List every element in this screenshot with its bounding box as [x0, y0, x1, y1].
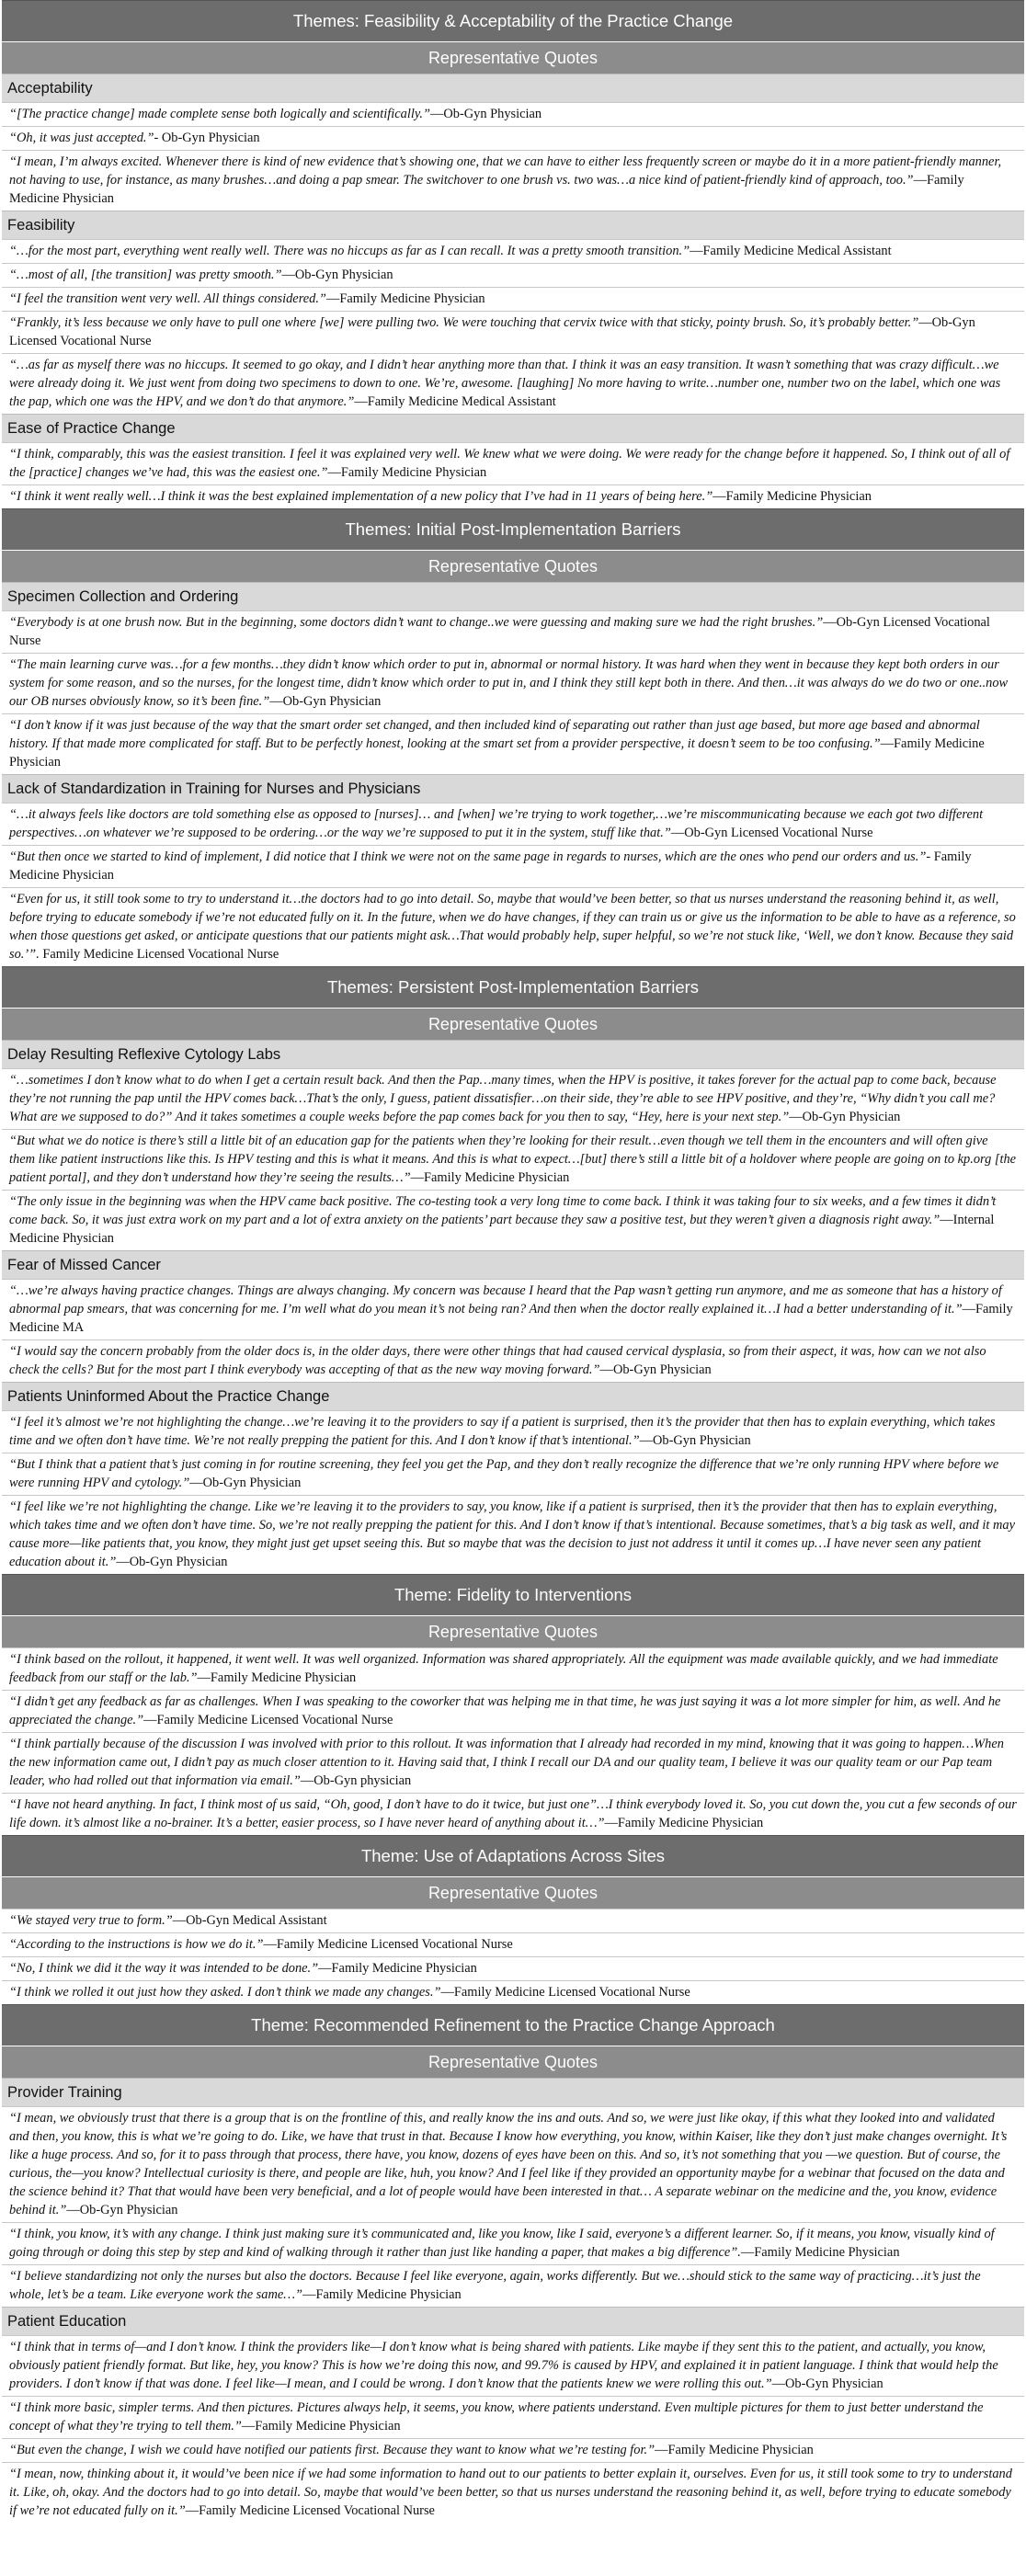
quote-row — [2, 1909, 1024, 1932]
quote-attribution: —Ob-Gyn Licensed Vocational Nurse — [9, 315, 975, 348]
quote-attribution: —Ob-Gyn Physician — [599, 1362, 712, 1377]
representative-quotes-header: Representative Quotes — [2, 1008, 1024, 1040]
quote-attribution: —Family Medicine Physician — [197, 1670, 357, 1685]
quote-text: “…sometimes I don’t know what to do when I get a certain result back. And then the Pap…many times, when the HPV is positive, it takes forever for the actual pap to come back, because they’re not running the pap until the HPV comes back…That’s the only, I guess, patient dissatisfier…on their side, they’re able to see HPV positive, and they’re, “Why didn’t you call me? What are we supposed to do?” And it takes sometimes a couple weeks before the pap comes back for you then to say, “Hey, here is your next step.” — [9, 1073, 997, 1124]
quote-row — [2, 1410, 1024, 1453]
representative-quotes-header: Representative Quotes — [2, 550, 1024, 582]
representative-quotes-header: Representative Quotes — [2, 2046, 1024, 2078]
quote-row — [2, 1453, 1024, 1495]
quote-row — [2, 713, 1024, 774]
quote-row — [2, 2438, 1024, 2462]
quote-text: “…most of all, [the transition] was pretty smooth.” — [9, 268, 282, 282]
quote-row — [2, 1793, 1024, 1835]
quote-row — [2, 2264, 1024, 2307]
quote-row — [2, 311, 1024, 353]
quote-text: “But even the change, I wish we could have notified our patients first. Because they want to know what we’re testing for.” — [9, 2443, 656, 2457]
quote-attribution: —Family Medicine Physician — [241, 2419, 401, 2434]
quote-text: “I think that in terms of—and I don’t know. I think the providers like—I don’t know what is being shared with patients. Like maybe if they sent this to the patient, and actually, you know, obviously patient friendly format. But like, hey, you know? This is how we’re doing this now, and 99.7% is caused by HPV, and explained it in patient language. I think that would help the providers. I don’t know if that was done. I feel like—I mean, and I could be wrong. I don’t know that the patients knew we were rolling this out.” — [9, 2340, 998, 2391]
quote-row — [2, 2396, 1024, 2438]
quote-text: “The main learning curve was…for a few months…they didn’t know which order to put in, abnormal or normal history. It was hard when they went in because they kept both orders in our system for some reason, and so the nurses, for the longest time, didn’t know which order to put in, and I think they still kept both in there. And then…it was always do we do two or one..now our OB nurses obviously know, so it’s been fine.” — [9, 657, 1009, 709]
subtheme-header: Specimen Collection and Ordering — [2, 582, 1024, 610]
subtheme-header: Ease of Practice Change — [2, 414, 1024, 442]
quote-row — [2, 1647, 1024, 1690]
quote-text: “I believe standardizing not only the nurses but also the doctors. Because I feel like everyone, again, works differently. But we…should stick to the same way of practicing…it’s just the whole, let’s be a team. Like everyone work the same…” — [9, 2269, 981, 2302]
quote-text: “The only issue in the beginning was when the HPV came back positive. The co-testing took a very long time to come back. I think it was taking four to six weeks, and a few times it didn’t come back. So, it was just extra work on my part and a lot of extra anxiety on the patients’ part because they saw a positive test, but they weren’t given a diagnosis right away.” — [9, 1194, 997, 1227]
quote-attribution: —Family Medicine Physician — [604, 1816, 764, 1830]
quote-text: “I feel it’s almost we’re not highlighting the change…we’re leaving it to the providers to say if a patient is surprised, then it’s the provider that then has to explain everything, which takes time and we often don’t have time. We’re not really prepping the patient for this. And I don’t know if that’s intentional.” — [9, 1415, 996, 1448]
quote-row — [2, 610, 1024, 653]
quote-text: “I didn’t get any feedback as far as challenges. When I was speaking to the coworker that was helping me in that time, he was just saying it was a lot more simpler for him, as well. And he appreciated the change.” — [9, 1694, 1001, 1727]
quote-text: “I mean, we obviously trust that there is a group that is on the frontline of this, and really know the ins and outs. And so, we were just like okay, if this what they looked into and validated and then, you know, this is what we’re going to do. Like, we have that trust in that. Because I know how everything, you know, within Kaiser, like they don’t just make changes overnight. It’s like a huge process. And so, for it to pass through that process, there have, you know, dozens of eyes have been on this. And so, it’s not something that you —we question. But of course, the curious, the—you know? Intellectual curiosity is there, and people are like, huh, you know? And I feel like if they provided an opportunity maybe for a webinar that focused on the data and the science behind it? That that would have been very beneficial, and a lot of people would have been interested in that… A separate webinar on the medicine and the, you know, evidence behind it.” — [9, 2111, 1008, 2217]
quote-attribution: —Internal Medicine Physician — [9, 1213, 995, 1246]
quote-text: “I mean, I’m always excited. Whenever there is kind of new evidence that’s showing one, that we can have to either less frequently screen or maybe do it in a more patient-friendly manner, not having to use, for instance, as many brushes…and doing a pap smear. The switchover to one brush vs. two was…a nice kind of patient-friendly kind of approach, too.” — [9, 154, 1002, 188]
representative-quotes-header: Representative Quotes — [2, 1876, 1024, 1909]
quote-row — [2, 803, 1024, 845]
subtheme-header: Delay Resulting Reflexive Cytology Labs — [2, 1040, 1024, 1068]
quote-row — [2, 150, 1024, 211]
quote-row — [2, 845, 1024, 887]
quote-text: “[The practice change] made complete sense both logically and scientifically.” — [9, 107, 431, 121]
quote-row — [2, 287, 1024, 311]
representative-quotes-header: Representative Quotes — [2, 41, 1024, 74]
quote-attribution: —Ob-Gyn Physician — [430, 107, 542, 121]
quote-attribution: —Family Medicine MA — [9, 1302, 1013, 1335]
quote-attribution: —Family Medicine Licensed Vocational Nurse — [263, 1937, 513, 1952]
quote-attribution: —Family Medicine Physician — [302, 2287, 462, 2302]
quote-text: “Oh, it was just accepted.” — [9, 131, 154, 145]
quote-text: “I have not heard anything. In fact, I think most of us said, “Oh, good, I don’t have to do it twice, but just one”…I think everybody loved it. So, you cut down the, you cut a few seconds of our life down. it’s almost like a no-brainer. It’s a better, easier process, so I have never heard of anything about it…” — [9, 1797, 1017, 1830]
quote-text: “I feel like we’re not highlighting the change. Like we’re leaving it to the providers to say, you know, like if a patient is surprised, then it’s the provider that then has to explain everything, which takes time and we often don’t have time. So, we’re not really prepping the patient for this. And I don’t know if that’s intentional. Because sometimes, that’s a big task as well, and it may cause more—like patients that, you know, they might just get upset seeing this. But so maybe that was the decision to just not address it until it comes up…I have never seen any patient education about it.” — [9, 1499, 1015, 1569]
quote-row — [2, 263, 1024, 287]
quote-attribution: —Ob-Gyn Physician — [66, 2203, 178, 2217]
subtheme-header: Feasibility — [2, 211, 1024, 239]
theme-header: Theme: Recommended Refinement to the Practice Change Approach — [2, 2004, 1024, 2046]
quotes-table — [2, 0, 1024, 2523]
quote-row — [2, 653, 1024, 713]
quote-text: “…it always feels like doctors are told something else as opposed to [nurses]… and [when] we’re trying to work together,…we’re miscommunicating because we each got two different perspectives…on whatever we’re supposed to be ordering…or the way we’re supposed to put it in the system, stuff like that.” — [9, 807, 984, 840]
quote-row — [2, 442, 1024, 484]
quote-attribution: —Ob-Gyn Physician — [281, 268, 393, 282]
quote-attribution: —Family Medicine Physician — [655, 2443, 814, 2457]
quote-row — [2, 1190, 1024, 1250]
theme-header: Theme: Fidelity to Interventions — [2, 1574, 1024, 1615]
quote-row — [2, 484, 1024, 508]
quote-row — [2, 239, 1024, 263]
quote-text: “Even for us, it still took some to try to understand it…the doctors had to go into detail. So, maybe that would’ve been better, so that us nurses understand the reasoning behind it, as well, before trying to educate somebody if we’re not educated fully on it. In the future, when we do have changes, if they can train us or give us the information to be able to have as a reference, so when those questions get asked, or anticipate questions that our patients might ask…That would probably help, super helpful, so we’re not stuck like, ‘Well, we don’t know. Because they said so.’”. — [9, 892, 1016, 962]
theme-header: Themes: Persistent Post-Implementation Barriers — [2, 966, 1024, 1008]
quote-attribution: —Ob-Gyn physician — [300, 1773, 412, 1788]
quote-row — [2, 1732, 1024, 1793]
quote-attribution: —Ob-Gyn Physician — [771, 2377, 884, 2391]
quote-text: “…as far as myself there was no hiccups. It seemed to go okay, and I didn’t hear anything more than that. I think it was an easy transition. It wasn’t something that was crazy difficult…we were already doing it. We just went from doing two specimens to down to one. We’re, awesome. [laughing] No more having to write…number one, number two on the label, which one was the pap, which one was the HPV, and we don’t do that anymore.” — [9, 358, 1001, 409]
representative-quotes-header: Representative Quotes — [2, 1615, 1024, 1647]
quote-text: “I think it went really well…I think it was the best explained implementation of a new policy that I’ve had in 11 years of being here.” — [9, 489, 713, 504]
quote-attribution: —Family Medicine Licensed Vocational Nurse — [143, 1713, 393, 1727]
quote-attribution: —Family Medicine Physician — [325, 291, 485, 306]
quote-row — [2, 126, 1024, 150]
quote-text: “I would say the concern probably from the older docs is, in the older days, there were other things that had caused cervical dysplasia, so from their aspect, it was, how can we not also check the cells? But for the most part I think everybody was accepting of that as the new way moving forward.” — [9, 1344, 986, 1377]
quote-row — [2, 1068, 1024, 1129]
quote-attribution: —Family Medicine Physician — [410, 1170, 570, 1185]
quote-text: “…we’re always having practice changes. Things are always changing. My concern was because I heard that the Pap wasn’t getting run anymore, and me as someone that has a history of abnormal pap smears, that was concerning for me. I’m well what do you mean it’s not being ran? And then when the doctor really explained it…I had a better understanding of it.” — [9, 1283, 1002, 1316]
quote-attribution: —Family Medicine Physician — [327, 465, 487, 480]
quote-attribution: —Family Medicine Physician — [9, 173, 964, 206]
quote-attribution: Family Medicine Licensed Vocational Nurse — [39, 947, 279, 962]
quote-text: “I feel the transition went very well. All things considered.” — [9, 291, 326, 306]
quote-row — [2, 1690, 1024, 1732]
quote-attribution: —Ob-Gyn Physician — [789, 1110, 901, 1124]
quote-row — [2, 1932, 1024, 1956]
theme-header: Themes: Initial Post-Implementation Barriers — [2, 508, 1024, 550]
quote-text: “…for the most part, everything went really well. There was no hiccups as far as I can recall. It was a pretty smooth transition.” — [9, 244, 690, 258]
quote-attribution: —Family Medicine Physician — [712, 489, 872, 504]
quote-row — [2, 1339, 1024, 1382]
quote-attribution: —Family Medicine Medical Assistant — [354, 394, 556, 409]
quote-attribution: —Ob-Gyn Licensed Vocational Nurse — [670, 826, 873, 840]
quote-attribution: —Family Medicine Physician — [740, 2245, 900, 2260]
quote-attribution: —Family Medicine Licensed Vocational Nurse — [440, 1985, 690, 2000]
quote-text: “But then once we started to kind of implement, I did notice that I think we were not on the same page in regards to nurses, which are the ones who pend our orders and us.” — [9, 849, 927, 864]
subtheme-header: Patients Uninformed About the Practice Change — [2, 1382, 1024, 1410]
quote-row — [2, 2222, 1024, 2264]
theme-header: Theme: Use of Adaptations Across Sites — [2, 1835, 1024, 1876]
quote-text: “No, I think we did it the way it was intended to be done.” — [9, 1961, 319, 1976]
quote-attribution: —Family Medicine Medical Assistant — [690, 244, 892, 258]
quote-attribution: —Ob-Gyn Physician — [116, 1555, 228, 1569]
quote-row — [2, 2106, 1024, 2222]
quote-row — [2, 887, 1024, 966]
quote-text: “I mean, now, thinking about it, it would’ve been nice if we had some information to hand out to our patients to better explain it, ourselves. Even for us, it still took some to try to understand it. Like, oh, okay. And the doctors had to go into detail. So, maybe that would’ve been better, so that us nurses understand the reasoning behind it, as well, before trying to educate somebody if we’re not educated fully on it.” — [9, 2467, 1012, 2518]
quote-text: “I think, comparably, this was the easiest transition. I feel it was explained very well. We knew what we were doing. We were ready for the change before it happened. So, I think out of all of the [practice] changes we’ve had, this was the easiest one.” — [9, 447, 1010, 480]
quote-row — [2, 1956, 1024, 1980]
quote-text: “But I think that a patient that’s just coming in for routine screening, they feel you get the Pap, and they don’t really recognize the difference that we’re only running HPV where before we were running HPV and cytology.” — [9, 1457, 999, 1490]
quote-attribution: —Ob-Gyn Physician — [639, 1433, 751, 1448]
quote-text: “I think partially because of the discussion I was involved with prior to this rollout. It was information that I already had recorded in my mind, knowing that it was going to happen…When the new information came out, I didn’t pay as much closer attention to it. Having said that, I think I recall our DA and our quality team, I believe it was our quality team or our Pap team leader, who had rolled out that information via email.” — [9, 1737, 1004, 1788]
quote-attribution: —Ob-Gyn Licensed Vocational Nurse — [9, 615, 990, 648]
quote-text: “I think, you know, it’s with any change. I think just making sure it’s communicated and, like you know, like I said, everyone’s a different learner. So, if it means, you know, visually kind of going through or doing this step by step and kind of walking through it rather than just like handing a paper, that makes a big difference”. — [9, 2227, 995, 2260]
quote-text: “But what we do notice is there’s still a little bit of an education gap for the patients when they’re looking for their result…even though we tell them in the encounters and will often give them like patient instructions like this. Is HPV testing and this is what it means. And this is what to expect…[but] there’s still a little bit of a holdover where people are going on to kp.org [the patient portal], and they don’t understand how they’re seeing the results…” — [9, 1134, 1017, 1185]
theme-header: Themes: Feasibility & Acceptability of the Practice Change — [2, 0, 1024, 41]
quote-row — [2, 2335, 1024, 2396]
quote-row — [2, 1129, 1024, 1190]
quote-row — [2, 1495, 1024, 1574]
quote-attribution: —Ob-Gyn Medical Assistant — [172, 1913, 327, 1928]
quote-row — [2, 353, 1024, 414]
quote-text: “According to the instructions is how we do it.” — [9, 1937, 264, 1952]
quote-row — [2, 1980, 1024, 2004]
subtheme-header: Acceptability — [2, 74, 1024, 102]
quote-text: “I don’t know if it was just because of the way that the smart order set changed, and then included kind of separating out rather than just age based, but more age based and abnormal history. If that made more complicated for staff. But to be perfectly honest, looking at the smart set from a provider perspective, it doesn’t seem to be too confusing.” — [9, 718, 980, 751]
quote-attribution: —Ob-Gyn Physician — [189, 1476, 302, 1490]
quote-attribution: —Family Medicine Physician — [9, 736, 985, 769]
subtheme-header: Patient Education — [2, 2307, 1024, 2335]
quote-text: “I think based on the rollout, it happened, it went well. It was well organized. Information was shared appropriately. All the equipment was made available quickly, and we had immediate feedback from our staff or the lab.” — [9, 1652, 998, 1685]
subtheme-header: Fear of Missed Cancer — [2, 1250, 1024, 1279]
quote-text: “I think we rolled it out just how they asked. I don’t think we made any changes.” — [9, 1985, 441, 2000]
quote-row — [2, 1279, 1024, 1339]
quote-attribution: - Ob-Gyn Physician — [154, 131, 260, 145]
quote-text: “Frankly, it’s less because we only have to pull one where [we] were pulling two. We were touching that cervix twice with that sticky, pointy brush. So, it’s probably better.” — [9, 315, 919, 330]
quote-row — [2, 102, 1024, 126]
quote-attribution: - Family Medicine Physician — [9, 849, 972, 883]
quote-text: “We stayed very true to form.” — [9, 1913, 173, 1928]
quote-text: “I think more basic, simpler terms. And then pictures. Pictures always help, it seems, you know, where patients understand. Even multiple pictures for them to just better understand the concept of what they’re trying to tell them.” — [9, 2400, 984, 2434]
quote-row — [2, 2462, 1024, 2523]
quote-attribution: —Family Medicine Licensed Vocational Nurse — [185, 2503, 435, 2518]
subtheme-header: Lack of Standardization in Training for Nurses and Physicians — [2, 774, 1024, 803]
subtheme-header: Provider Training — [2, 2078, 1024, 2106]
quote-attribution: —Family Medicine Physician — [318, 1961, 477, 1976]
quote-text: “Everybody is at one brush now. But in the beginning, some doctors didn’t want to change..we were guessing and making sure we had the right brushes.” — [9, 615, 824, 630]
quote-attribution: —Ob-Gyn Physician — [269, 694, 382, 709]
